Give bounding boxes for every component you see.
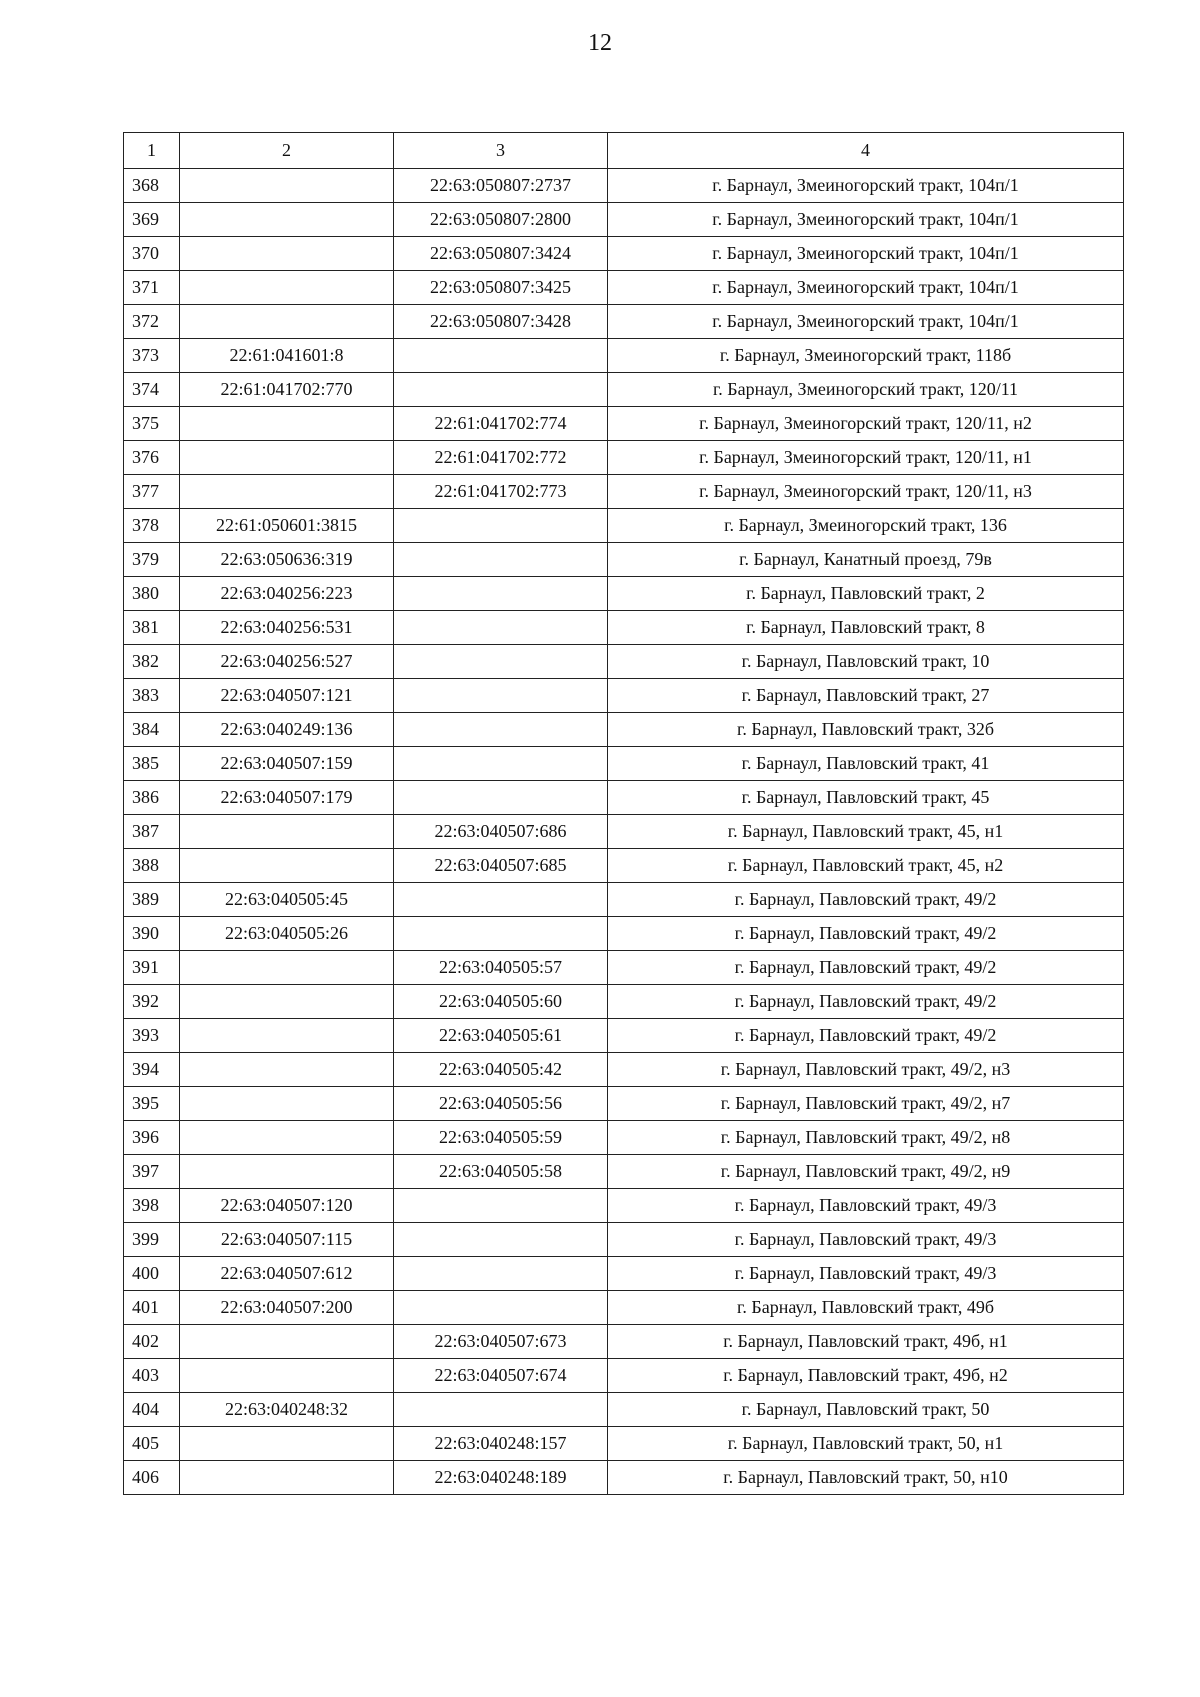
table-row (124, 1359, 1124, 1393)
row-number-cell: 397 (124, 1155, 180, 1189)
row-number-cell: 405 (124, 1427, 180, 1461)
table-row (124, 237, 1124, 271)
table-row (124, 1461, 1124, 1495)
row-number-cell: 401 (124, 1291, 180, 1325)
cadastral-number-land-cell: 22:61:050601:3815 (180, 509, 394, 543)
row-number-cell: 394 (124, 1053, 180, 1087)
table-row (124, 713, 1124, 747)
table-row (124, 1189, 1124, 1223)
row-number-cell: 387 (124, 815, 180, 849)
cadastral-number-land-cell (180, 169, 394, 203)
cadastral-number-building-cell: 22:63:040505:57 (394, 951, 608, 985)
cadastral-number-building-cell (394, 747, 608, 781)
table-row (124, 373, 1124, 407)
cadastral-number-land-cell: 22:63:040507:121 (180, 679, 394, 713)
address-cell: г. Барнаул, Павловский тракт, 50, н1 (608, 1427, 1124, 1461)
address-cell: г. Барнаул, Павловский тракт, 49/2, н9 (608, 1155, 1124, 1189)
table-row (124, 475, 1124, 509)
row-number-cell: 375 (124, 407, 180, 441)
cadastral-number-land-cell (180, 1087, 394, 1121)
cadastral-number-land-cell (180, 407, 394, 441)
cadastral-number-building-cell: 22:63:040248:157 (394, 1427, 608, 1461)
cadastral-number-building-cell: 22:63:040505:42 (394, 1053, 608, 1087)
table-row (124, 1019, 1124, 1053)
table-row (124, 645, 1124, 679)
address-cell: г. Барнаул, Павловский тракт, 27 (608, 679, 1124, 713)
table-row (124, 849, 1124, 883)
cadastral-number-land-cell (180, 985, 394, 1019)
row-number-cell: 404 (124, 1393, 180, 1427)
cadastral-number-building-cell: 22:63:050807:3425 (394, 271, 608, 305)
table-row (124, 1291, 1124, 1325)
cadastral-number-building-cell (394, 917, 608, 951)
cadastral-number-building-cell: 22:61:041702:773 (394, 475, 608, 509)
table-row (124, 543, 1124, 577)
cadastral-number-land-cell: 22:63:040505:45 (180, 883, 394, 917)
row-number-cell: 369 (124, 203, 180, 237)
cadastral-number-building-cell (394, 373, 608, 407)
cadastral-number-land-cell (180, 1427, 394, 1461)
address-cell: г. Барнаул, Змеиногорский тракт, 104п/1 (608, 169, 1124, 203)
cadastral-number-building-cell: 22:63:040505:60 (394, 985, 608, 1019)
cadastral-number-land-cell: 22:63:050636:319 (180, 543, 394, 577)
cadastral-number-land-cell: 22:63:040256:531 (180, 611, 394, 645)
cadastral-number-land-cell: 22:63:040256:527 (180, 645, 394, 679)
address-cell: г. Барнаул, Павловский тракт, 45, н2 (608, 849, 1124, 883)
cadastral-number-land-cell (180, 203, 394, 237)
cadastral-number-land-cell: 22:63:040248:32 (180, 1393, 394, 1427)
cadastral-number-land-cell: 22:63:040507:179 (180, 781, 394, 815)
address-cell: г. Барнаул, Змеиногорский тракт, 120/11, н2 (608, 407, 1124, 441)
address-cell: г. Барнаул, Павловский тракт, 49/3 (608, 1189, 1124, 1223)
cadastral-number-building-cell: 22:63:050807:2800 (394, 203, 608, 237)
table-row (124, 611, 1124, 645)
table-row (124, 305, 1124, 339)
address-cell: г. Барнаул, Павловский тракт, 49/3 (608, 1223, 1124, 1257)
row-number-cell: 382 (124, 645, 180, 679)
row-number-cell: 396 (124, 1121, 180, 1155)
row-number-cell: 381 (124, 611, 180, 645)
address-cell: г. Барнаул, Павловский тракт, 49б, н1 (608, 1325, 1124, 1359)
address-cell: г. Барнаул, Павловский тракт, 50, н10 (608, 1461, 1124, 1495)
cadastral-number-building-cell: 22:63:040505:59 (394, 1121, 608, 1155)
row-number-cell: 400 (124, 1257, 180, 1291)
table-row (124, 441, 1124, 475)
row-number-cell: 372 (124, 305, 180, 339)
row-number-cell: 398 (124, 1189, 180, 1223)
row-number-cell: 403 (124, 1359, 180, 1393)
address-cell: г. Барнаул, Павловский тракт, 45, н1 (608, 815, 1124, 849)
cadastral-number-building-cell (394, 1257, 608, 1291)
cadastral-number-land-cell (180, 1325, 394, 1359)
address-cell: г. Барнаул, Павловский тракт, 8 (608, 611, 1124, 645)
table-row (124, 1223, 1124, 1257)
address-cell: г. Барнаул, Павловский тракт, 50 (608, 1393, 1124, 1427)
address-cell: г. Барнаул, Канатный проезд, 79в (608, 543, 1124, 577)
cadastral-number-building-cell: 22:63:040507:686 (394, 815, 608, 849)
row-number-cell: 402 (124, 1325, 180, 1359)
table-row (124, 1121, 1124, 1155)
cadastral-number-land-cell: 22:63:040507:115 (180, 1223, 394, 1257)
table-row (124, 1427, 1124, 1461)
table-row (124, 815, 1124, 849)
address-cell: г. Барнаул, Павловский тракт, 49б (608, 1291, 1124, 1325)
cadastral-number-building-cell: 22:63:040505:58 (394, 1155, 608, 1189)
table-row (124, 169, 1124, 203)
table-row (124, 1087, 1124, 1121)
table-body (124, 169, 1124, 1495)
cadastral-number-land-cell: 22:63:040505:26 (180, 917, 394, 951)
address-cell: г. Барнаул, Змеиногорский тракт, 120/11, н1 (608, 441, 1124, 475)
address-cell: г. Барнаул, Павловский тракт, 32б (608, 713, 1124, 747)
cadastral-number-building-cell (394, 1223, 608, 1257)
row-number-cell: 383 (124, 679, 180, 713)
table-row (124, 883, 1124, 917)
cadastral-number-building-cell (394, 577, 608, 611)
table-header (124, 133, 1124, 169)
cadastral-number-building-cell: 22:63:040507:673 (394, 1325, 608, 1359)
table-row (124, 1053, 1124, 1087)
row-number-cell: 368 (124, 169, 180, 203)
cadastral-number-building-cell: 22:63:040507:685 (394, 849, 608, 883)
table-row (124, 679, 1124, 713)
cadastral-number-land-cell: 22:63:040256:223 (180, 577, 394, 611)
cadastral-number-land-cell (180, 441, 394, 475)
table-row (124, 271, 1124, 305)
cadastral-number-land-cell (180, 305, 394, 339)
cadastral-number-building-cell (394, 679, 608, 713)
header-row (124, 133, 1124, 169)
address-cell: г. Барнаул, Павловский тракт, 45 (608, 781, 1124, 815)
address-cell: г. Барнаул, Павловский тракт, 49/2 (608, 951, 1124, 985)
cadastral-number-land-cell (180, 1053, 394, 1087)
cadastral-number-land-cell (180, 951, 394, 985)
cadastral-number-land-cell: 22:61:041601:8 (180, 339, 394, 373)
cadastral-number-land-cell: 22:63:040507:120 (180, 1189, 394, 1223)
address-cell: г. Барнаул, Павловский тракт, 49/3 (608, 1257, 1124, 1291)
cadastral-number-land-cell (180, 1155, 394, 1189)
row-number-cell: 390 (124, 917, 180, 951)
row-number-cell: 380 (124, 577, 180, 611)
cadastral-number-building-cell: 22:63:050807:3424 (394, 237, 608, 271)
row-number-cell: 389 (124, 883, 180, 917)
table-row (124, 985, 1124, 1019)
address-cell: г. Барнаул, Змеиногорский тракт, 104п/1 (608, 237, 1124, 271)
cadastral-number-building-cell: 22:63:040505:56 (394, 1087, 608, 1121)
row-number-cell: 373 (124, 339, 180, 373)
table-row (124, 747, 1124, 781)
address-cell: г. Барнаул, Змеиногорский тракт, 104п/1 (608, 203, 1124, 237)
cadastral-number-building-cell: 22:61:041702:772 (394, 441, 608, 475)
address-cell: г. Барнаул, Змеиногорский тракт, 104п/1 (608, 271, 1124, 305)
row-number-cell: 399 (124, 1223, 180, 1257)
address-cell: г. Барнаул, Павловский тракт, 49/2, н7 (608, 1087, 1124, 1121)
cadastral-number-building-cell (394, 1189, 608, 1223)
cadastral-number-building-cell: 22:63:040505:61 (394, 1019, 608, 1053)
address-cell: г. Барнаул, Змеиногорский тракт, 104п/1 (608, 305, 1124, 339)
cadastral-number-land-cell: 22:63:040249:136 (180, 713, 394, 747)
row-number-cell: 388 (124, 849, 180, 883)
cadastral-number-land-cell: 22:63:040507:200 (180, 1291, 394, 1325)
table-row (124, 1155, 1124, 1189)
table-row (124, 1257, 1124, 1291)
page-number: 12 (588, 30, 612, 56)
cadastral-number-land-cell (180, 849, 394, 883)
address-cell: г. Барнаул, Павловский тракт, 49/2 (608, 985, 1124, 1019)
table-row (124, 509, 1124, 543)
table-row (124, 577, 1124, 611)
table-row (124, 407, 1124, 441)
cadastral-number-land-cell (180, 1359, 394, 1393)
cadastral-number-building-cell (394, 339, 608, 373)
cadastral-number-building-cell (394, 1393, 608, 1427)
cadastral-number-land-cell (180, 815, 394, 849)
registry-table (123, 132, 1124, 1495)
cadastral-number-building-cell: 22:63:040248:189 (394, 1461, 608, 1495)
header-col-4: 4 (608, 133, 1124, 169)
table-row (124, 781, 1124, 815)
cadastral-number-land-cell (180, 1019, 394, 1053)
cadastral-number-land-cell: 22:63:040507:159 (180, 747, 394, 781)
header-col-2: 2 (180, 133, 394, 169)
row-number-cell: 377 (124, 475, 180, 509)
address-cell: г. Барнаул, Павловский тракт, 49/2 (608, 1019, 1124, 1053)
address-cell: г. Барнаул, Змеиногорский тракт, 120/11, н3 (608, 475, 1124, 509)
cadastral-number-building-cell: 22:63:050807:2737 (394, 169, 608, 203)
cadastral-number-building-cell (394, 781, 608, 815)
header-col-3: 3 (394, 133, 608, 169)
row-number-cell: 406 (124, 1461, 180, 1495)
address-cell: г. Барнаул, Павловский тракт, 2 (608, 577, 1124, 611)
cadastral-number-land-cell: 22:61:041702:770 (180, 373, 394, 407)
address-cell: г. Барнаул, Павловский тракт, 49б, н2 (608, 1359, 1124, 1393)
cadastral-number-building-cell (394, 509, 608, 543)
address-cell: г. Барнаул, Змеиногорский тракт, 118б (608, 339, 1124, 373)
cadastral-number-building-cell (394, 645, 608, 679)
address-cell: г. Барнаул, Змеиногорский тракт, 120/11 (608, 373, 1124, 407)
row-number-cell: 391 (124, 951, 180, 985)
cadastral-number-land-cell (180, 237, 394, 271)
row-number-cell: 393 (124, 1019, 180, 1053)
address-cell: г. Барнаул, Павловский тракт, 10 (608, 645, 1124, 679)
cadastral-number-building-cell (394, 611, 608, 645)
address-cell: г. Барнаул, Павловский тракт, 41 (608, 747, 1124, 781)
address-cell: г. Барнаул, Павловский тракт, 49/2 (608, 917, 1124, 951)
cadastral-number-building-cell (394, 1291, 608, 1325)
address-cell: г. Барнаул, Павловский тракт, 49/2, н3 (608, 1053, 1124, 1087)
address-cell: г. Барнаул, Змеиногорский тракт, 136 (608, 509, 1124, 543)
row-number-cell: 378 (124, 509, 180, 543)
cadastral-number-building-cell (394, 543, 608, 577)
row-number-cell: 374 (124, 373, 180, 407)
cadastral-number-land-cell (180, 1461, 394, 1495)
cadastral-number-building-cell: 22:61:041702:774 (394, 407, 608, 441)
row-number-cell: 379 (124, 543, 180, 577)
row-number-cell: 392 (124, 985, 180, 1019)
cadastral-number-building-cell (394, 713, 608, 747)
table-row (124, 203, 1124, 237)
table-row (124, 917, 1124, 951)
row-number-cell: 384 (124, 713, 180, 747)
row-number-cell: 376 (124, 441, 180, 475)
table-row (124, 951, 1124, 985)
cadastral-number-land-cell (180, 271, 394, 305)
row-number-cell: 385 (124, 747, 180, 781)
table-row (124, 339, 1124, 373)
cadastral-number-building-cell: 22:63:050807:3428 (394, 305, 608, 339)
cadastral-number-building-cell (394, 883, 608, 917)
row-number-cell: 371 (124, 271, 180, 305)
table-row (124, 1393, 1124, 1427)
row-number-cell: 395 (124, 1087, 180, 1121)
cadastral-number-land-cell (180, 1121, 394, 1155)
address-cell: г. Барнаул, Павловский тракт, 49/2 (608, 883, 1124, 917)
row-number-cell: 386 (124, 781, 180, 815)
address-cell: г. Барнаул, Павловский тракт, 49/2, н8 (608, 1121, 1124, 1155)
row-number-cell: 370 (124, 237, 180, 271)
cadastral-number-land-cell (180, 475, 394, 509)
table-row (124, 1325, 1124, 1359)
cadastral-number-land-cell: 22:63:040507:612 (180, 1257, 394, 1291)
header-col-1: 1 (124, 133, 180, 169)
cadastral-number-building-cell: 22:63:040507:674 (394, 1359, 608, 1393)
